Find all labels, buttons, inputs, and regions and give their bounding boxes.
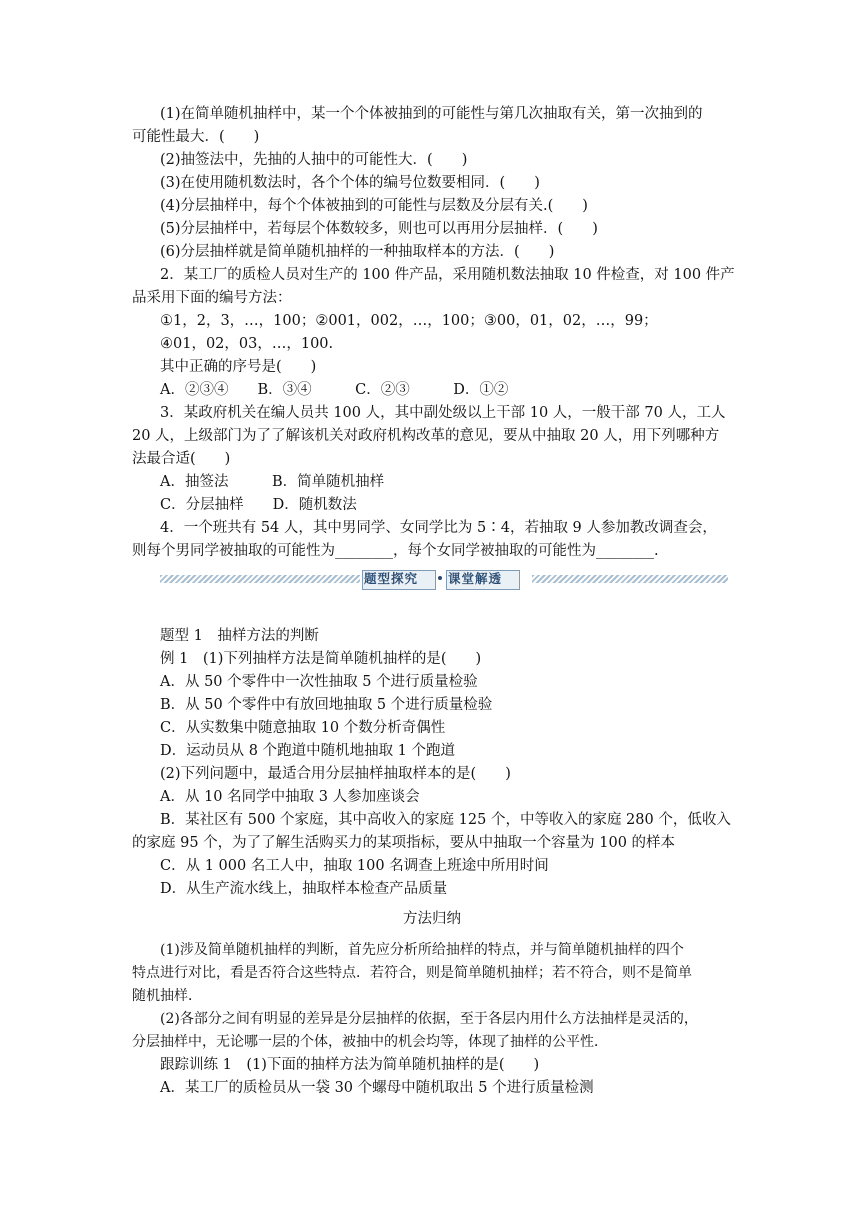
method-p1-line-1: (1)涉及简单随机抽样的判断，首先应分析所给抽样的特点，并与简单随机抽样的四个 <box>160 942 684 958</box>
banner-dot <box>438 576 442 580</box>
method-title: 方法归纳 <box>403 911 461 927</box>
example-2-option-b-line-2: 的家庭 95 个，为了了解生活购买力的某项指标，要从中抽取一个容量为 100 的样本 <box>132 835 676 851</box>
method-p2-line-2: 分层抽样中，无论哪一层的个体，被抽中的机会均等，体现了抽样的公平性． <box>132 1034 608 1050</box>
item-6: (6)分层抽样就是简单随机抽样的一种抽取样本的方法．( ) <box>160 244 555 260</box>
banner-hatch-left <box>160 575 360 583</box>
example-1-option-a: A．从 50 个零件中一次性抽取 5 个进行质量检验 <box>160 674 478 690</box>
item-1-line-2: 可能性最大．( ) <box>132 129 260 145</box>
item-1-line-1: (1)在简单随机抽样中，某一个个体被抽到的可能性与第几次抽取有关，第一次抽到的 <box>160 106 703 122</box>
item-2: (2)抽签法中，先抽的人抽中的可能性大．( ) <box>160 152 468 168</box>
example-1-option-c: C．从实数集中随意抽取 10 个数分析奇偶性 <box>160 720 446 736</box>
method-p2-line-1: (2)各部分之间有明显的差异是分层抽样的依据，至于各层内用什么方法抽样是灵活的， <box>160 1011 698 1027</box>
q2-line-4: ④01，02，03，…，100. <box>160 336 334 352</box>
item-5: (5)分层抽样中，若每层个体数较多，则也可以再用分层抽样．( ) <box>160 221 598 237</box>
banner-tag-1: 题型探究 <box>364 571 419 586</box>
q3-line-1: 3．某政府机关在编人员共 100 人，其中副处级以上干部 10 人，一般干部 70 人，工人 <box>160 405 726 421</box>
example-2-option-a: A．从 10 名同学中抽取 3 人参加座谈会 <box>160 789 420 805</box>
example-1-option-d: D．运动员从 8 个跑道中随机地抽取 1 个跑道 <box>160 743 456 759</box>
q4-line-2: 则每个男同学被抽取的可能性为________，每个女同学被抽取的可能性为________. <box>132 543 659 559</box>
banner-tag-2: 课堂解透 <box>448 571 503 586</box>
example-1-part-1: 例 1 (1)下列抽样方法是简单随机抽样的是( ) <box>160 651 482 667</box>
example-1-option-b: B．从 50 个零件中有放回地抽取 5 个进行质量检验 <box>160 697 493 713</box>
q4-line-1: 4．一个班共有 54 人，其中男同学、女同学比为 5∶4，若抽取 9 人参加教改调查会， <box>160 520 717 536</box>
example-2-option-c: C．从 1 000 名工人中，抽取 100 名调查上班途中所用时间 <box>160 858 549 874</box>
q2-line-5: 其中正确的序号是( ) <box>160 359 317 375</box>
method-p1-line-2: 特点进行对比，看是否符合这些特点．若符合，则是简单随机抽样；若不符合，则不是简单 <box>132 965 692 981</box>
q2-line-3: ①1，2，3，…，100；②001，002，…，100；③00，01，02，…，99； <box>160 313 658 329</box>
q3-line-3: 法最合适( ) <box>132 451 231 467</box>
q2-line-2: 品采用下面的编号方法： <box>132 290 292 306</box>
section-banner <box>160 568 728 590</box>
q2-options: A．②③④ B．③④ C．②③ D．①② <box>160 382 509 398</box>
section-title: 题型 1 抽样方法的判断 <box>160 628 319 644</box>
banner-hatch-right <box>532 575 728 583</box>
item-3: (3)在使用随机数法时，各个个体的编号位数要相同．( ) <box>160 175 540 191</box>
q3-options-ab: A．抽签法 B．简单随机抽样 <box>160 474 385 490</box>
example-1-part-2: (2)下列问题中，最适合用分层抽样抽取样本的是( ) <box>160 766 511 782</box>
q3-options-cd: C．分层抽样 D．随机数法 <box>160 497 357 513</box>
q2-line-1: 2．某工厂的质检人员对生产的 100 件产品，采用随机数法抽取 10 件检查，对 100 件产 <box>160 267 735 283</box>
example-2-option-b-line-1: B．某社区有 500 个家庭，其中高收入的家庭 125 个，中等收入的家庭 280 个，低收入 <box>160 812 731 828</box>
q3-line-2: 20 人，上级部门为了了解该机关对政府机构改革的意见，要从中抽取 20 人，用下列哪种方 <box>132 428 720 444</box>
training-title: 跟踪训练 1 (1)下面的抽样方法为简单随机抽样的是( ) <box>160 1057 540 1073</box>
item-4: (4)分层抽样中，每个个体被抽到的可能性与层数及分层有关.( ) <box>160 198 588 214</box>
example-2-option-d: D．从生产流水线上，抽取样本检查产品质量 <box>160 881 448 897</box>
method-p1-line-3: 随机抽样． <box>132 988 202 1004</box>
training-option-a: A．某工厂的质检员从一袋 30 个螺母中随机取出 5 个进行质量检测 <box>160 1080 594 1096</box>
